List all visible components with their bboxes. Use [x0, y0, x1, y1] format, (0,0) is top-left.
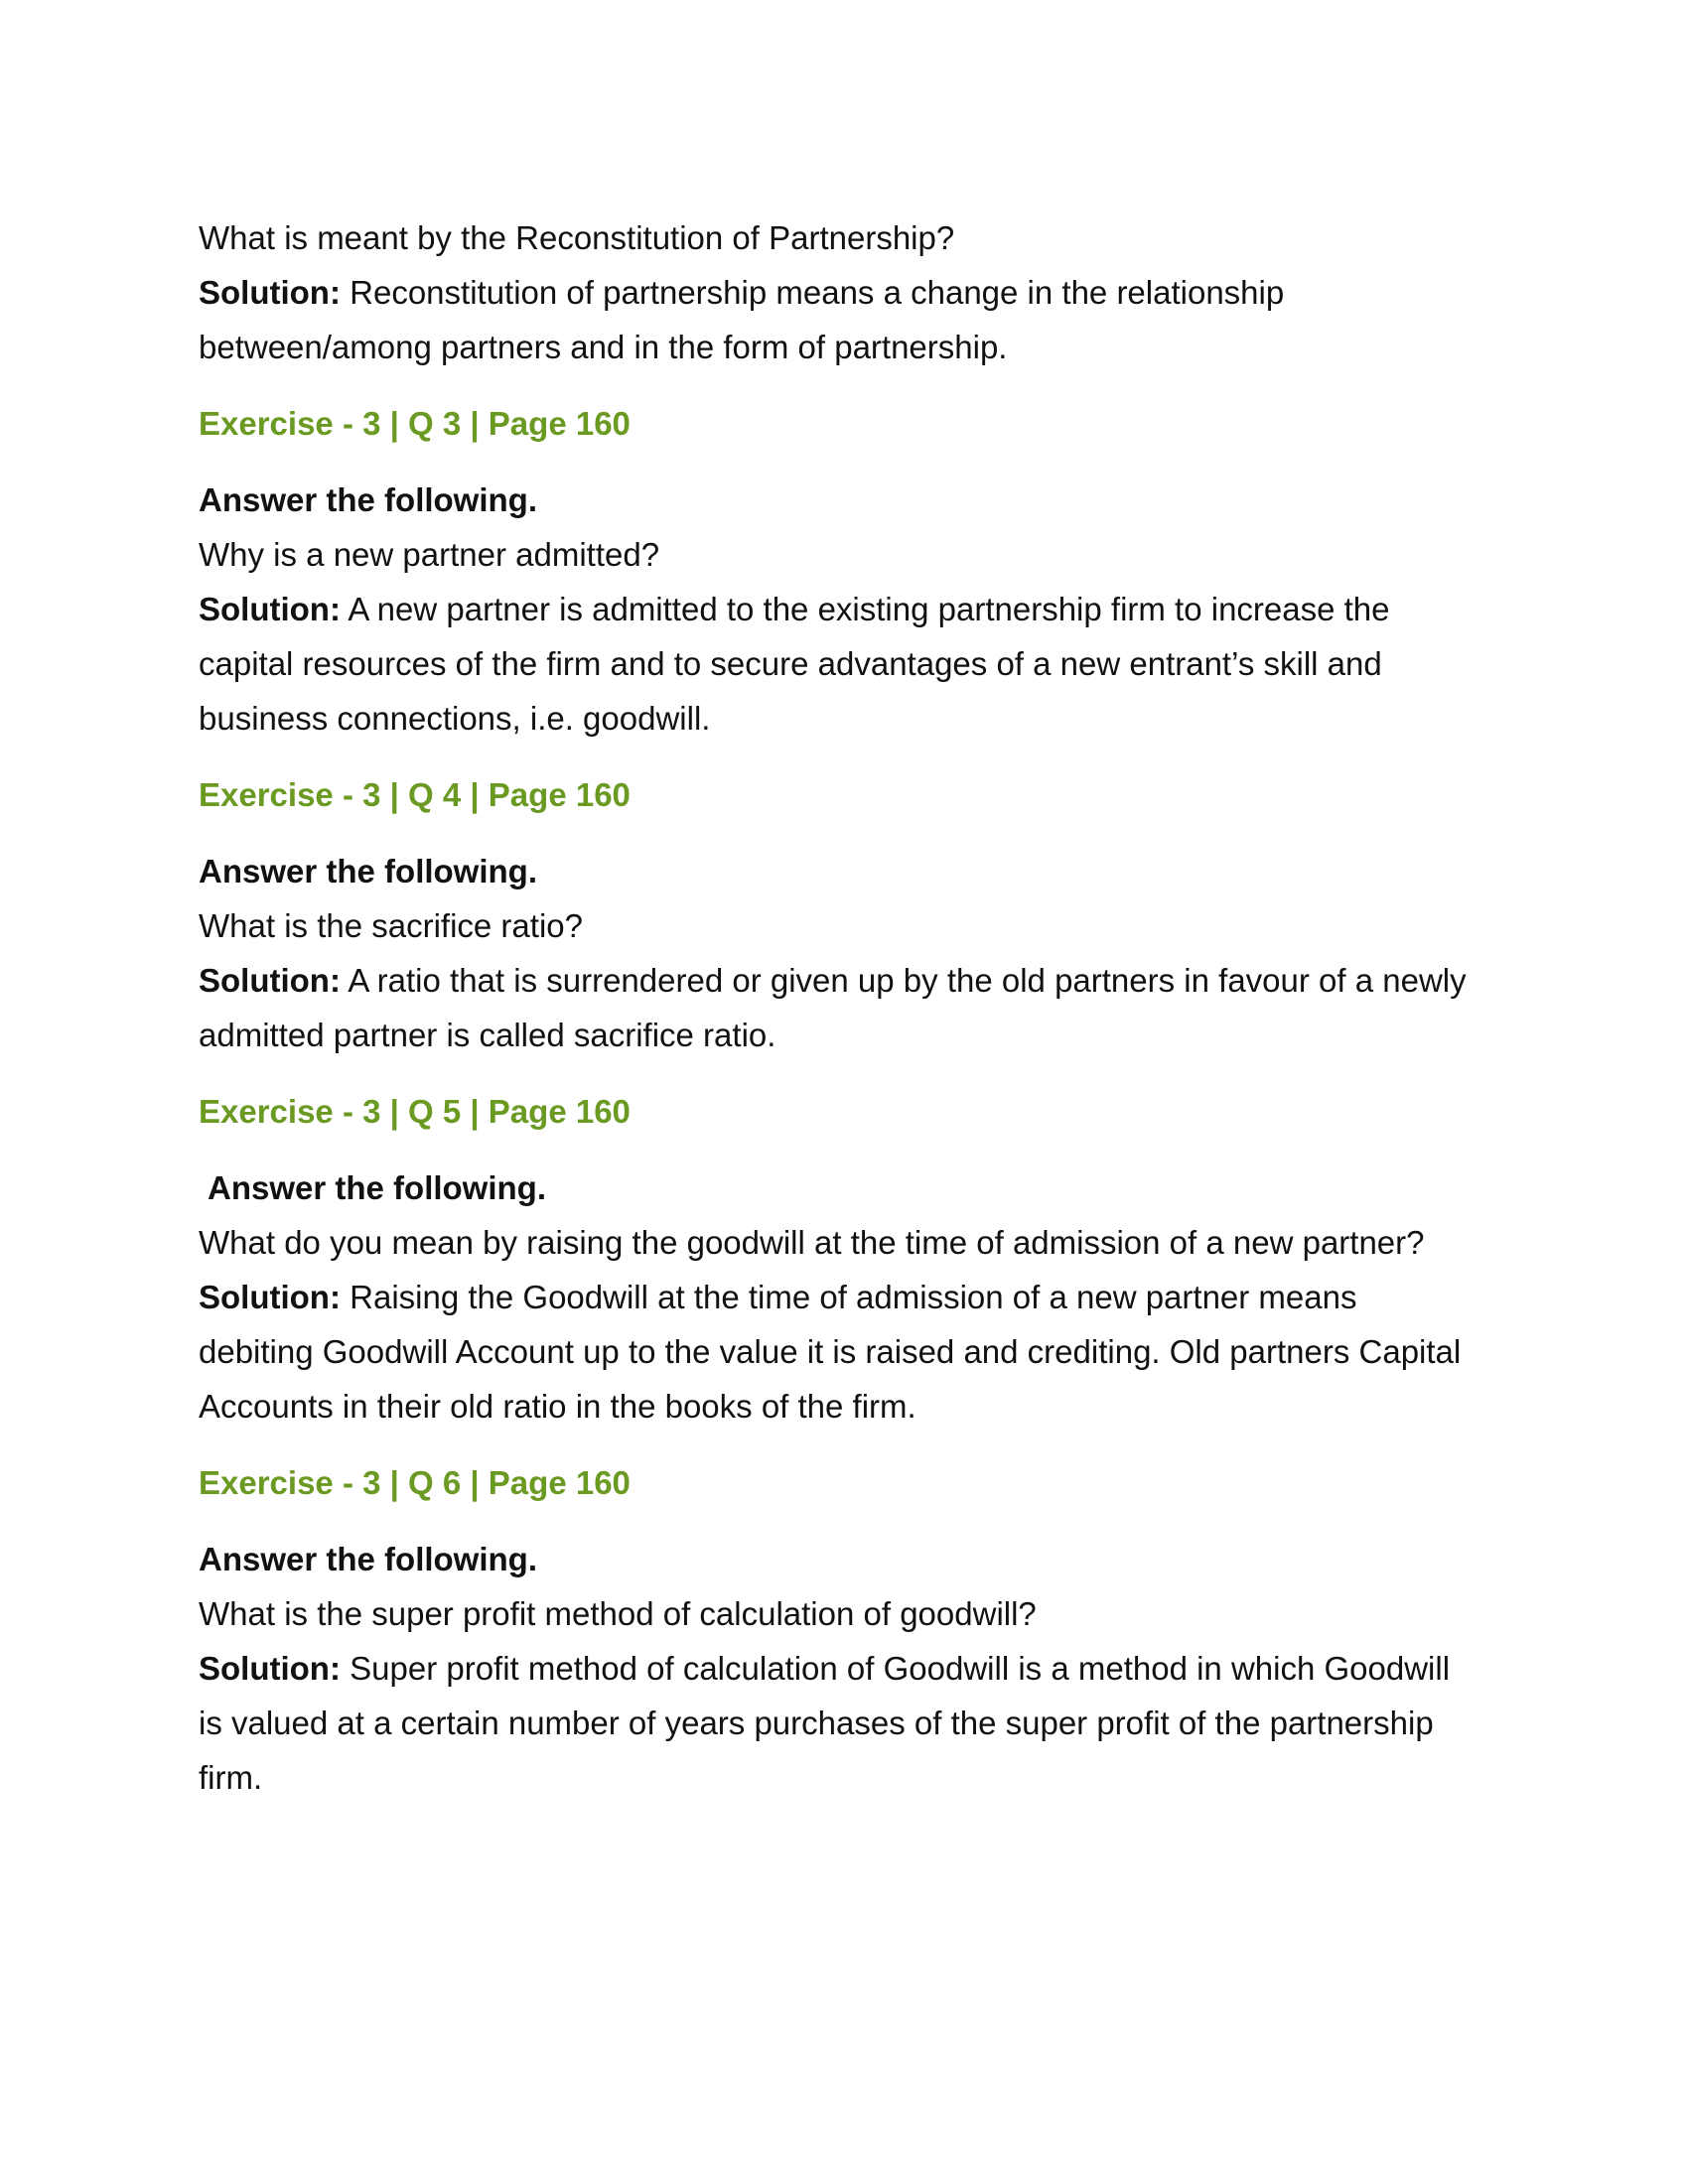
solution-text: business connections, i.e. goodwill.: [199, 700, 711, 737]
solution-label: Solution:: [199, 962, 341, 999]
solution-line: [199, 582, 1509, 636]
question-text: What is the sacrifice ratio?: [199, 907, 583, 944]
document-page: [199, 210, 1509, 1805]
question-text: What is the super profit method of calculation of goodwill?: [199, 1595, 1037, 1632]
exercise-heading: Exercise - 3 | Q 4 | Page 160: [199, 776, 631, 813]
solution-line: [199, 953, 1509, 1008]
question-text: What do you mean by raising the goodwill at the time of admission of a new partner?: [199, 1224, 1425, 1261]
solution-text: Accounts in their old ratio in the books of the firm.: [199, 1388, 916, 1425]
exercise-heading: Exercise - 3 | Q 5 | Page 160: [199, 1093, 631, 1130]
solution-text: Reconstitution of partnership means a change in the relationship: [340, 274, 1285, 311]
solution-label: Solution:: [199, 591, 341, 627]
solution-text: admitted partner is called sacrifice ratio.: [199, 1017, 776, 1053]
section-heading: Answer the following.: [199, 1541, 538, 1577]
section-heading: Answer the following.: [199, 481, 538, 518]
qa-block-5: [199, 1455, 1509, 1805]
exercise-heading: Exercise - 3 | Q 3 | Page 160: [199, 405, 631, 442]
solution-text: capital resources of the firm and to secure advantages of a new entrant’s skill and: [199, 645, 1382, 682]
qa-block-1: [199, 210, 1509, 374]
section-heading: Answer the following.: [208, 1169, 547, 1206]
section-heading: Answer the following.: [199, 853, 538, 889]
solution-text: Super profit method of calculation of Goodwill is a method in which Goodwill: [340, 1650, 1451, 1687]
solution-label: Solution:: [199, 1279, 341, 1315]
question-text: Why is a new partner admitted?: [199, 536, 660, 573]
solution-line: [199, 1641, 1509, 1696]
question-text: What is meant by the Reconstitution of Partnership?: [199, 219, 955, 256]
solution-text: between/among partners and in the form of partnership.: [199, 329, 1008, 365]
qa-block-4: [199, 1084, 1509, 1433]
solution-text: firm.: [199, 1759, 263, 1796]
solution-label: Solution:: [199, 274, 341, 311]
solution-line: [199, 265, 1509, 320]
solution-text: A new partner is admitted to the existing partnership firm to increase the: [340, 591, 1390, 627]
qa-block-2: [199, 396, 1509, 746]
qa-block-3: [199, 767, 1509, 1062]
solution-text: debiting Goodwill Account up to the value it is raised and crediting. Old partners Capital: [199, 1333, 1462, 1370]
exercise-heading: Exercise - 3 | Q 6 | Page 160: [199, 1464, 631, 1501]
solution-text: Raising the Goodwill at the time of admission of a new partner means: [340, 1279, 1357, 1315]
solution-text: A ratio that is surrendered or given up by the old partners in favour of a newly: [340, 962, 1467, 999]
solution-line: [199, 1270, 1509, 1324]
solution-label: Solution:: [199, 1650, 341, 1687]
solution-text: is valued at a certain number of years purchases of the super profit of the partnership: [199, 1705, 1434, 1741]
